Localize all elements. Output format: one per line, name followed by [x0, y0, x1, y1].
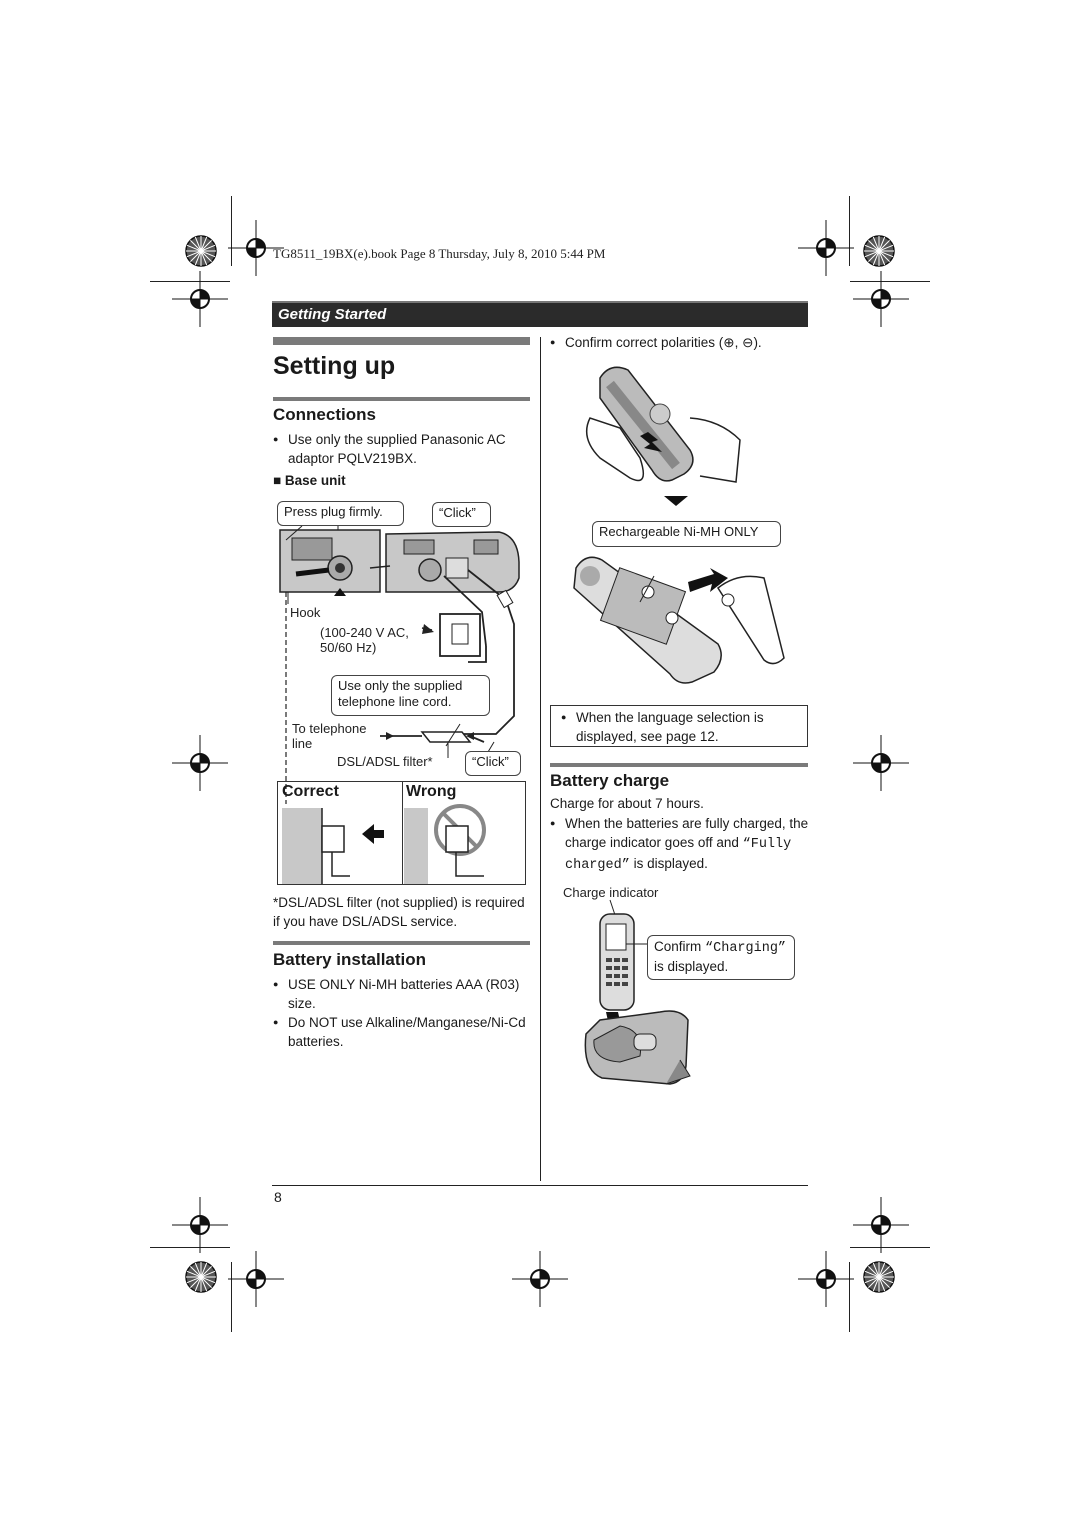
- charge-bullet-end: is displayed.: [629, 856, 708, 871]
- charge-bullet-text: When the batteries are fully charged, the charge indicator goes off and: [565, 816, 809, 850]
- section-header: [272, 301, 808, 327]
- charge-bullet: [550, 814, 823, 875]
- connections-heading: Connections: [273, 405, 376, 424]
- language-note: ● When the language selection is displayed, see page 12.: [561, 708, 806, 746]
- handset-back-illustration: [580, 358, 760, 508]
- charge-intro: Charge for about 7 hours.: [550, 796, 704, 811]
- minus-icon: ⊖: [742, 335, 754, 350]
- correct-panel: [278, 782, 403, 884]
- square-bullet-icon: ■: [273, 473, 285, 488]
- ac-spec-label: (100-240 V AC, 50/60 Hz): [320, 625, 409, 655]
- battery-compartment-illustration: [568, 548, 808, 698]
- rechargeable-callout: Rechargeable Ni-MH ONLY: [592, 521, 781, 547]
- confirm-charging-callout: [647, 935, 795, 980]
- heading-rule: [273, 397, 530, 401]
- battery-installation-heading: Battery installation: [273, 950, 427, 969]
- battery-installation-bullet-1: ● USE ONLY Ni-MH batteries AAA (R03) size.: [273, 975, 533, 1013]
- base-unit-label: Base unit: [284, 473, 346, 488]
- file-info: TG8511_19BX(e).book Page 8 Thursday, July 8, 2010 5:44 PM: [273, 246, 606, 261]
- heading-rule: [273, 941, 530, 945]
- correct-plug-illustration: [278, 806, 402, 886]
- wrong-plug-illustration: [402, 806, 524, 886]
- language-note-box: [550, 705, 808, 747]
- polarities-bullet: ● Confirm correct polarities (⊕, ⊖).: [550, 333, 823, 352]
- title-rule: [273, 337, 530, 345]
- page-title: Setting up: [273, 352, 396, 380]
- fully-charged-text: “Fully charged”: [565, 837, 792, 873]
- press-plug-callout: Press plug firmly.: [277, 501, 404, 526]
- dsl-footnote: *DSL/ADSL filter (not supplied) is required if you have DSL/ADSL service.: [273, 895, 525, 929]
- charging-text: “Charging”: [705, 941, 787, 956]
- handset-charger-illustration: [580, 900, 730, 1100]
- hook-label: Hook: [290, 605, 321, 620]
- footer-rule: [272, 1185, 808, 1186]
- wrong-panel: [402, 782, 524, 884]
- battery-charge-heading: Battery charge: [550, 771, 670, 790]
- correct-label: Correct: [282, 783, 339, 800]
- charge-indicator-label: Charge indicator: [563, 885, 659, 900]
- section-header-label: Getting Started: [278, 306, 387, 323]
- base-unit-subheading: [273, 471, 346, 490]
- wrong-label: Wrong: [406, 783, 457, 800]
- use-only-cord-callout: Use only the supplied telephone line cord.: [331, 675, 490, 716]
- confirm-text: Confirm: [654, 939, 706, 954]
- to-telephone-line-label: To telephone line: [292, 721, 367, 751]
- polarities-end: ).: [753, 335, 762, 350]
- connections-bullet: ● Use only the supplied Panasonic AC adaptor PQLV219BX.: [273, 430, 546, 468]
- page-number: 8: [274, 1189, 282, 1205]
- polarities-text: Confirm correct polarities (: [565, 335, 724, 350]
- dsl-filter-label: DSL/ADSL filter*: [337, 754, 433, 769]
- heading-rule: [550, 763, 808, 767]
- confirm-end: is displayed.: [654, 959, 729, 974]
- battery-installation-bullet-2: ● Do NOT use Alkaline/Manganese/Ni-Cd batteries.: [273, 1013, 546, 1051]
- correct-wrong-box: [277, 781, 526, 885]
- click-callout-top: “Click”: [432, 502, 491, 527]
- plus-icon: ⊕: [723, 335, 735, 350]
- click-callout-bottom: “Click”: [465, 751, 521, 776]
